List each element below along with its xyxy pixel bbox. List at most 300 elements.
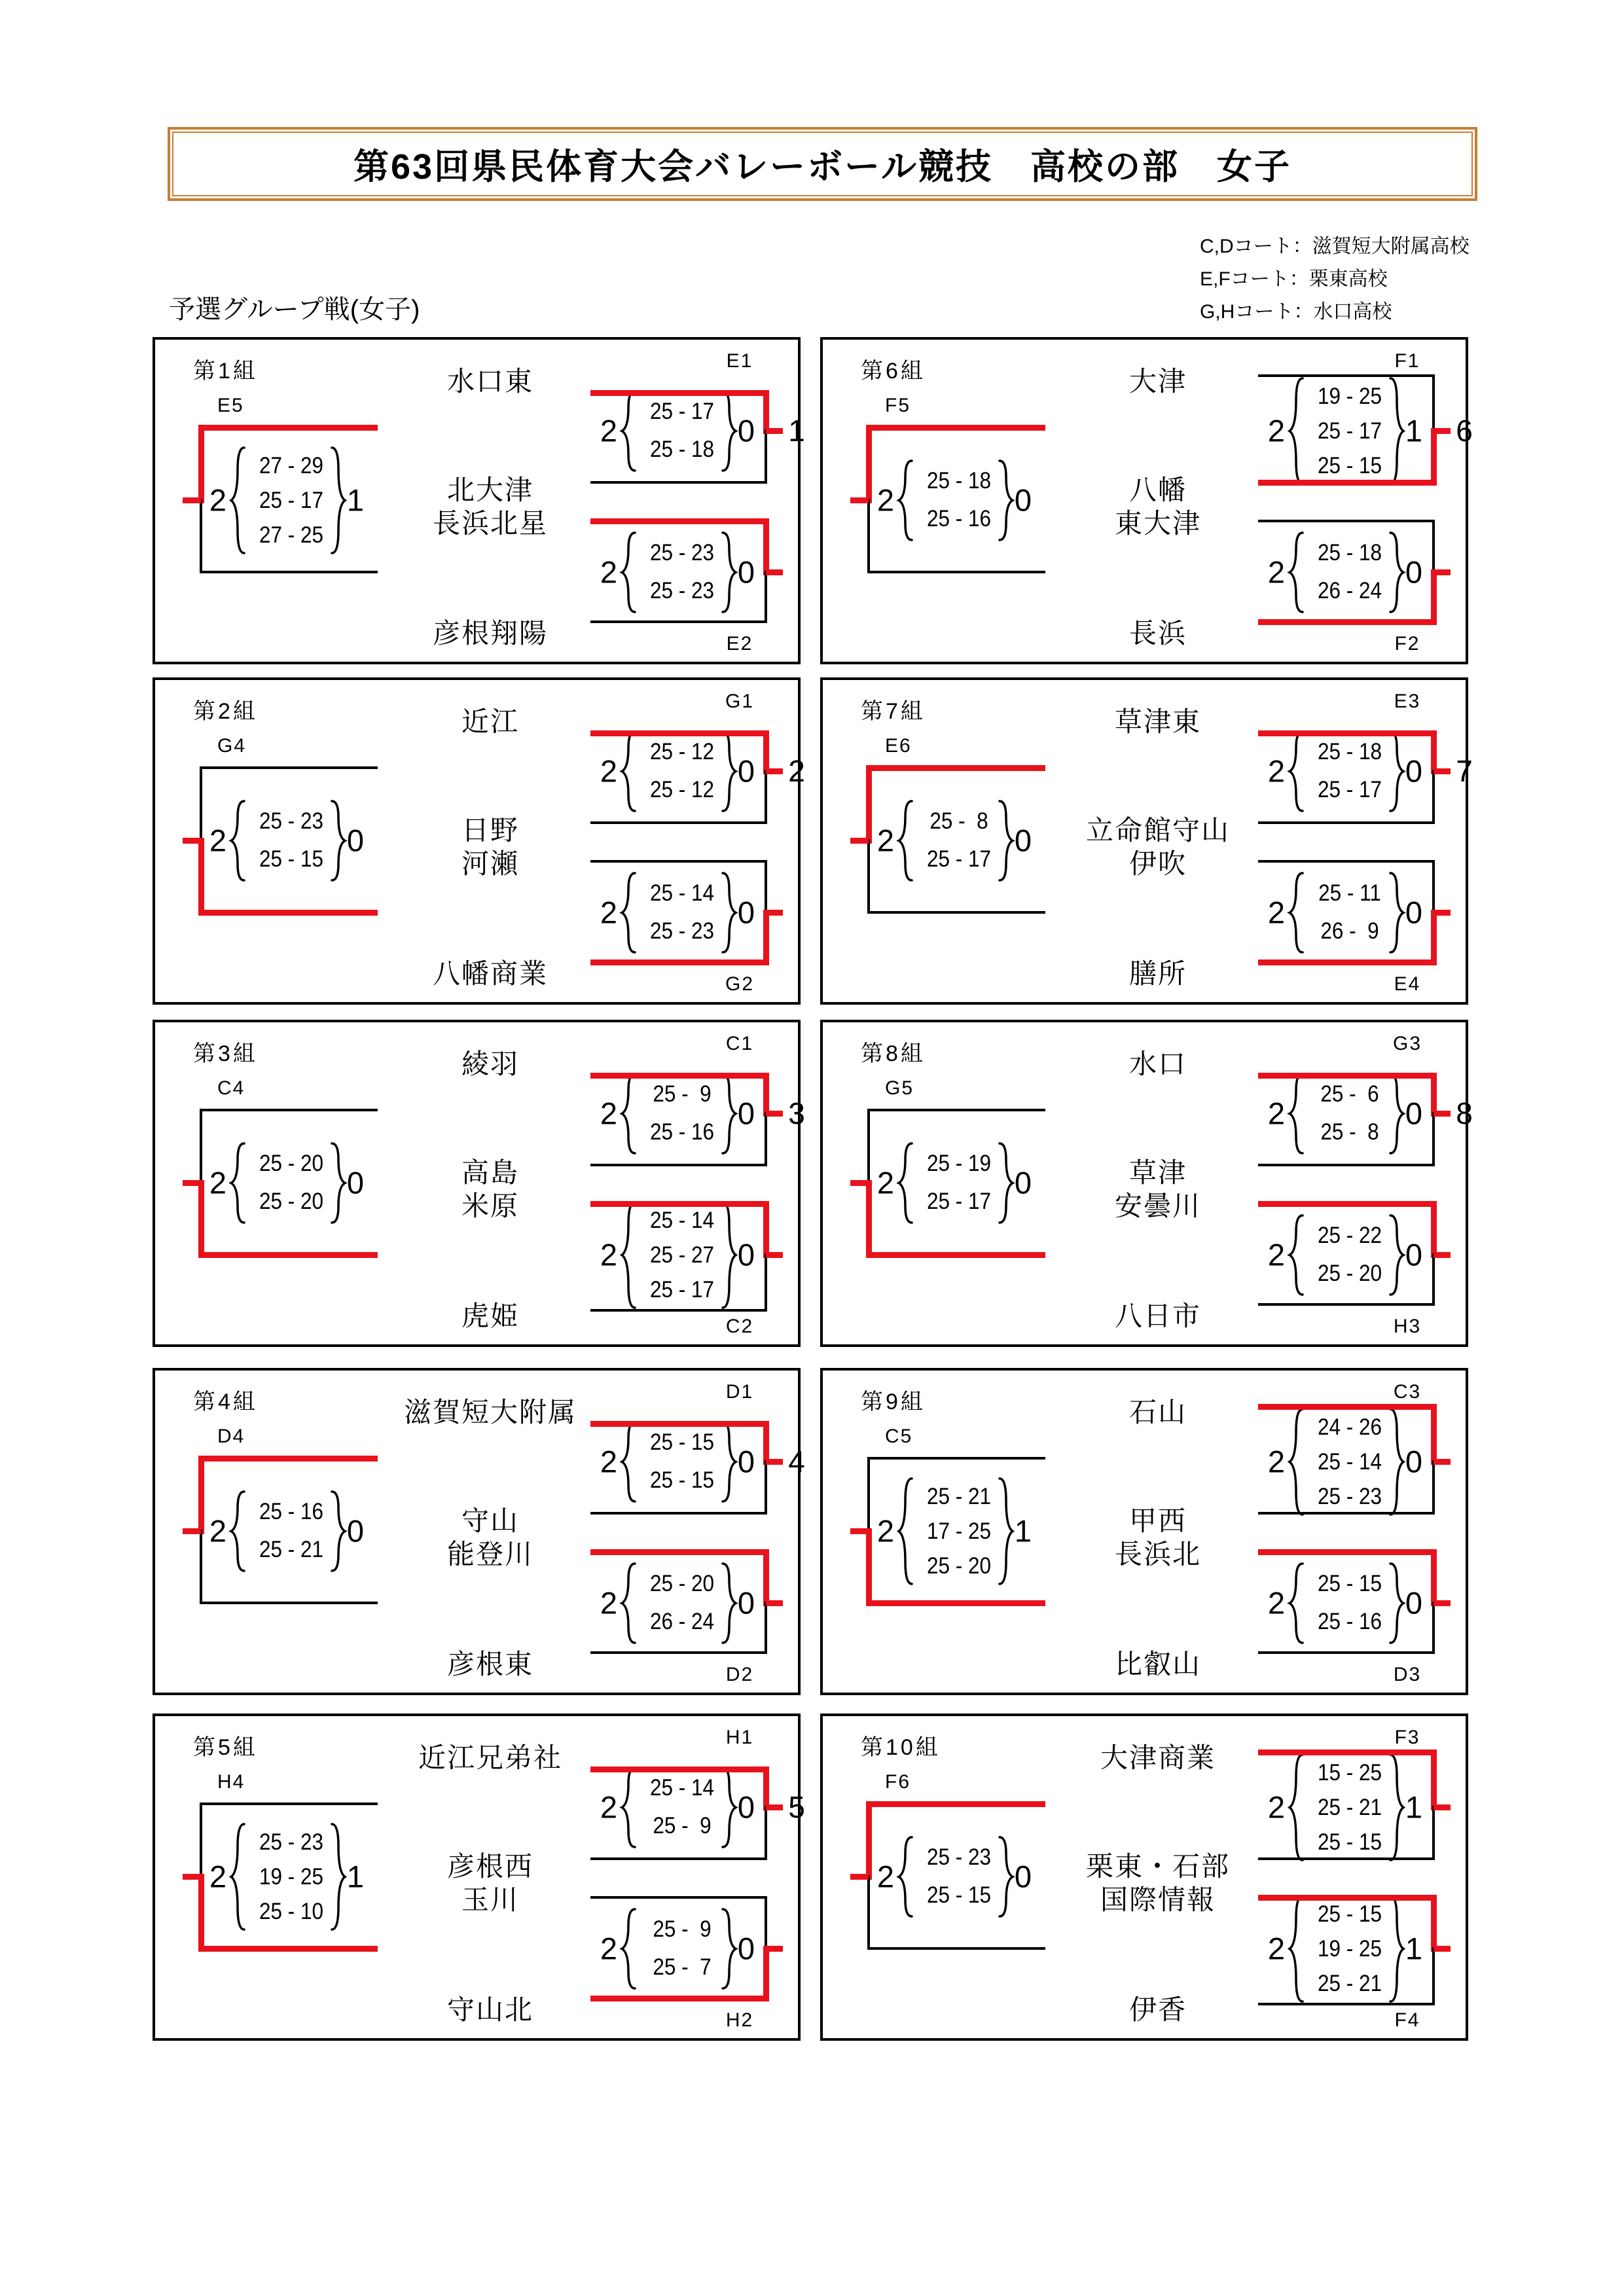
bracket-line <box>1258 1549 1434 1555</box>
bracket-line <box>869 1457 1045 1460</box>
group-box <box>153 677 805 1005</box>
loser-set-count: 1 <box>1405 413 1423 448</box>
set-score-list <box>1307 1405 1392 1519</box>
bracket-line <box>200 1530 202 1604</box>
set-score: 25 - 15 <box>649 1429 715 1455</box>
bracket-line <box>590 960 766 965</box>
bracket-line <box>763 910 769 965</box>
brace-left-icon <box>1287 727 1307 816</box>
loser-set-count: 0 <box>1014 1165 1032 1200</box>
set-score: 25 - 20 <box>1317 1261 1382 1286</box>
winner-set-count: 2 <box>600 1931 618 1966</box>
set-score: 25 - 23 <box>649 578 715 603</box>
bracket-line <box>1434 1946 1451 1952</box>
team-name: 河瀬 <box>461 848 520 879</box>
brace-left-icon <box>1287 1405 1307 1519</box>
bracket-line <box>590 821 766 824</box>
loser-set-count: 0 <box>1405 895 1423 930</box>
final-score <box>862 1139 1045 1227</box>
bracket-line <box>1432 860 1435 914</box>
team-name: 八日市 <box>1114 1300 1202 1331</box>
semifinal-1-score <box>585 1069 768 1158</box>
bracket-line <box>590 1309 766 1312</box>
set-score: 25 - 18 <box>1317 540 1382 565</box>
loser-set-count: 0 <box>1405 1237 1423 1272</box>
set-score: 25 - 14 <box>649 880 715 906</box>
bracket-line <box>765 1112 767 1166</box>
semifinal-1-score <box>585 1418 768 1506</box>
bracket-line <box>763 1767 769 1810</box>
set-score: 24 - 26 <box>1317 1414 1382 1440</box>
bracket-line <box>869 1801 1045 1807</box>
bracket-line <box>1258 860 1434 863</box>
set-score: 25 - 8 <box>1320 1119 1379 1145</box>
set-score-list <box>1307 727 1392 816</box>
set-score: 25 - 17 <box>259 487 324 513</box>
set-score: 25 - 6 <box>1320 1081 1379 1107</box>
bracket-line <box>183 497 201 503</box>
bracket-line <box>200 1803 202 1878</box>
team-name: 草津 <box>1128 1157 1187 1188</box>
team-name: 立命館守山 <box>1085 815 1231 846</box>
court-label-final: E6 <box>885 735 912 757</box>
bracket-line <box>198 1180 204 1258</box>
bracket-line <box>867 839 870 914</box>
set-score: 25 - 9 <box>653 1081 712 1107</box>
court-label-semifinal-1: E1 <box>726 350 753 372</box>
semifinal-2-score <box>585 1198 768 1312</box>
qualifier-number: 2 <box>788 754 805 788</box>
bracket-line <box>183 1528 201 1534</box>
bracket-line <box>1432 1806 1435 1860</box>
team-name: 近江 <box>461 706 520 737</box>
bracket-line <box>765 1806 767 1860</box>
set-score-list <box>640 387 725 475</box>
bracket-line <box>201 1456 378 1462</box>
bracket-line <box>590 860 766 863</box>
set-score: 25 - 15 <box>649 1467 715 1493</box>
set-score: 25 - 17 <box>926 1189 992 1214</box>
winner-set-count: 2 <box>1267 413 1286 448</box>
semifinal-2-score <box>585 528 768 617</box>
title-frame-inner <box>172 132 1473 196</box>
winner-set-count: 2 <box>1267 1931 1286 1966</box>
set-score: 26 - 9 <box>1320 918 1379 944</box>
bracket-line <box>1431 1895 1437 1952</box>
loser-set-count: 0 <box>737 1789 755 1825</box>
bracket-line <box>866 1801 872 1880</box>
court-label-semifinal-1: C3 <box>1393 1381 1422 1403</box>
court-label-semifinal-2: D3 <box>1393 1664 1422 1685</box>
set-score-list <box>640 869 725 957</box>
loser-set-count: 0 <box>1014 1859 1032 1894</box>
bracket-line <box>590 1767 766 1772</box>
bracket-line <box>1258 1651 1434 1654</box>
loser-set-count: 0 <box>737 895 755 930</box>
loser-set-count: 0 <box>737 1237 755 1272</box>
set-score: 26 - 24 <box>1317 578 1382 603</box>
set-score-list <box>640 1418 725 1506</box>
bracket-line <box>1431 1201 1437 1258</box>
winner-set-count: 2 <box>600 753 618 789</box>
set-score: 25 - 18 <box>926 468 992 493</box>
group-box <box>153 1713 805 2041</box>
winner-set-count: 2 <box>1267 1237 1286 1272</box>
bracket-line <box>1432 1947 1435 2005</box>
bracket-line <box>765 571 767 623</box>
bracket-line <box>1431 1404 1437 1465</box>
court-label-semifinal-2: F4 <box>1394 2009 1420 2031</box>
qualifier-number: 5 <box>788 1790 805 1824</box>
semifinal-1-score <box>1253 727 1436 816</box>
bracket-line <box>867 1109 870 1184</box>
winner-set-count: 2 <box>600 413 618 448</box>
set-score: 25 - 9 <box>653 1916 712 1942</box>
court-label-final: C5 <box>885 1426 913 1447</box>
team-name: 大津商業 <box>1100 1742 1216 1773</box>
final-score <box>862 1474 1045 1588</box>
bracket-line <box>200 1109 202 1184</box>
winner-set-count: 2 <box>1267 1444 1286 1479</box>
set-score-list <box>249 443 334 558</box>
brace-left-icon <box>619 387 639 475</box>
winner-set-count: 2 <box>1267 895 1286 930</box>
team-name: 玉川 <box>461 1884 520 1915</box>
loser-set-count: 0 <box>1014 823 1032 858</box>
set-score: 25 - 10 <box>259 1898 324 1924</box>
bracket-line <box>590 1421 766 1427</box>
brace-left-icon <box>896 456 916 545</box>
bracket-line <box>765 1253 767 1312</box>
winner-set-count: 2 <box>1267 554 1286 590</box>
brace-left-icon <box>1287 1069 1307 1158</box>
set-score-list <box>640 1763 725 1852</box>
bracket-line <box>1258 730 1434 736</box>
loser-set-count: 0 <box>1405 753 1423 789</box>
bracket-line <box>201 1946 378 1952</box>
bracket-line <box>1431 569 1437 625</box>
bracket-line <box>1258 480 1434 486</box>
winner-set-count: 2 <box>209 1513 227 1549</box>
bracket-line <box>200 499 202 573</box>
set-score: 25 - 16 <box>926 506 992 531</box>
bracket-line <box>1432 1253 1435 1306</box>
set-score: 25 - 17 <box>649 1276 715 1302</box>
set-score: 25 - 17 <box>1317 418 1382 444</box>
court-label-semifinal-1: F1 <box>1394 350 1420 372</box>
set-score: 25 - 15 <box>259 846 324 872</box>
bracket-line <box>869 1109 1045 1111</box>
group-label: 第6組 <box>861 359 926 384</box>
set-score: 25 - 17 <box>649 399 715 424</box>
winner-set-count: 2 <box>600 1444 618 1479</box>
qualifier-number: 3 <box>788 1096 805 1130</box>
set-score: 25 - 23 <box>649 918 715 944</box>
bracket-line <box>1258 1073 1434 1079</box>
bracket-line <box>763 730 769 774</box>
group-box <box>820 677 1473 1005</box>
court-label-semifinal-1: G1 <box>725 691 755 712</box>
bracket-line <box>866 765 872 844</box>
bracket-line <box>765 1460 767 1515</box>
set-score: 25 - 15 <box>1317 1901 1382 1927</box>
bracket-line <box>763 1946 769 2001</box>
brace-left-icon <box>619 1069 639 1158</box>
court-label-semifinal-1: E3 <box>1394 691 1421 712</box>
brace-left-icon <box>228 797 248 885</box>
winner-set-count: 2 <box>1267 1789 1286 1825</box>
bracket-line <box>1258 1404 1434 1410</box>
bracket-line <box>766 1459 783 1465</box>
set-score-list <box>1307 528 1392 617</box>
bracket-line <box>1258 1749 1434 1755</box>
loser-set-count: 0 <box>737 413 755 448</box>
bracket-line <box>1431 910 1437 965</box>
bracket-line <box>590 518 766 524</box>
bracket-line <box>1432 1112 1435 1166</box>
brace-left-icon <box>619 727 639 816</box>
bracket-line <box>198 425 204 503</box>
set-score: 25 - 17 <box>926 846 992 872</box>
bracket-line <box>201 1803 378 1805</box>
court-label-semifinal-1: C1 <box>725 1033 754 1054</box>
bracket-line <box>590 1549 766 1555</box>
loser-set-count: 0 <box>737 1931 755 1966</box>
bracket-line <box>1258 1201 1434 1207</box>
bracket-line <box>590 1996 766 2001</box>
court-label-final: F5 <box>885 395 911 416</box>
team-name: 滋賀短大附属 <box>403 1397 577 1427</box>
bracket-line <box>869 911 1045 914</box>
bracket-line <box>1432 1460 1435 1515</box>
bracket-line <box>201 571 378 573</box>
team-name: 守山 <box>461 1505 520 1536</box>
brace-left-icon <box>619 528 639 617</box>
set-score-list <box>916 1474 1001 1588</box>
team-name: 石山 <box>1128 1397 1187 1427</box>
bracket-line <box>765 429 767 484</box>
set-score-list <box>1307 374 1392 488</box>
semifinal-1-score <box>585 387 768 475</box>
bracket-line <box>850 838 869 844</box>
loser-set-count: 0 <box>346 823 365 858</box>
bracket-line <box>866 1528 872 1606</box>
set-score-list <box>640 1198 725 1312</box>
set-score: 25 - 15 <box>926 1882 992 1908</box>
group-box <box>820 1020 1473 1347</box>
set-score: 27 - 29 <box>259 452 324 478</box>
bracket-line <box>590 1651 766 1654</box>
final-score <box>194 1139 378 1227</box>
bracket-line <box>201 1109 378 1111</box>
group-label: 第4組 <box>193 1390 258 1414</box>
set-score: 19 - 25 <box>1317 383 1382 409</box>
semifinal-1-score <box>1253 1069 1436 1158</box>
team-name: 伊吹 <box>1128 848 1187 879</box>
set-score: 19 - 25 <box>259 1863 324 1890</box>
team-name: 東大津 <box>1114 508 1202 539</box>
court-label-final: G5 <box>885 1077 914 1099</box>
semifinal-2-score <box>1253 869 1436 957</box>
team-name: 日野 <box>461 815 520 846</box>
team-name: 国際情報 <box>1100 1884 1216 1915</box>
final-score <box>194 443 378 558</box>
bracket-line <box>1258 1164 1434 1166</box>
bracket-line <box>850 1528 869 1534</box>
winner-set-count: 2 <box>209 482 227 518</box>
court-label-semifinal-1: H1 <box>725 1727 754 1748</box>
semifinal-1-score <box>585 1763 768 1852</box>
bracket-line <box>766 1252 783 1258</box>
bracket-line <box>850 1180 869 1186</box>
set-score: 25 - 20 <box>926 1552 992 1579</box>
set-score: 25 - 15 <box>1317 1571 1382 1596</box>
set-score-list <box>640 1905 725 1993</box>
team-name: 彦根東 <box>446 1649 534 1679</box>
team-name: 虎姫 <box>461 1300 520 1331</box>
court-label-final: E5 <box>217 395 244 416</box>
winner-set-count: 2 <box>1267 753 1286 789</box>
bracket-line <box>1258 520 1434 522</box>
set-score: 25 - 23 <box>1317 1483 1382 1509</box>
bracket-line <box>590 1073 766 1079</box>
bracket-line <box>590 1857 766 1860</box>
team-name: 綾羽 <box>461 1049 520 1079</box>
bracket-line <box>765 770 767 824</box>
loser-set-count: 0 <box>737 1444 755 1479</box>
set-score: 26 - 24 <box>649 1609 715 1634</box>
bracket-line <box>869 1600 1045 1606</box>
set-score-list <box>640 528 725 617</box>
team-name: 安曇川 <box>1114 1191 1202 1221</box>
final-score <box>194 1487 378 1575</box>
bracket-line <box>765 1602 767 1654</box>
court-legend <box>1200 230 1470 329</box>
bracket-line <box>869 765 1045 771</box>
set-score: 25 - 23 <box>259 808 324 834</box>
bracket-line <box>1434 1459 1451 1465</box>
set-score-list <box>640 727 725 816</box>
group-label: 第8組 <box>861 1041 926 1066</box>
winner-set-count: 2 <box>1267 1585 1286 1621</box>
bracket-line <box>763 1421 769 1465</box>
winner-set-count: 2 <box>876 1859 895 1894</box>
brace-left-icon <box>228 443 248 558</box>
set-score-list <box>249 1139 334 1227</box>
bracket-line <box>763 1073 769 1117</box>
final-score <box>862 456 1045 545</box>
team-name: 水口東 <box>446 366 534 397</box>
bracket-line <box>1434 910 1451 916</box>
bracket-line <box>1434 569 1451 575</box>
court-label-final: C4 <box>217 1077 245 1099</box>
team-name: 八幡 <box>1128 475 1187 505</box>
winner-set-count: 2 <box>876 823 895 858</box>
team-name: 草津東 <box>1114 706 1202 737</box>
set-score: 19 - 25 <box>1317 1935 1382 1962</box>
bracket-line <box>1434 1111 1451 1117</box>
final-score <box>194 1820 378 1934</box>
bracket-line <box>766 1111 783 1117</box>
set-score: 25 - 20 <box>649 1571 715 1596</box>
set-score: 25 - 21 <box>1317 1970 1382 1996</box>
title-frame <box>168 127 1477 201</box>
team-name: 膳所 <box>1128 958 1187 989</box>
court-label-final: D4 <box>217 1426 245 1447</box>
bracket-line <box>1258 374 1434 377</box>
bracket-line <box>867 1875 870 1950</box>
set-score-list <box>640 1559 725 1647</box>
loser-set-count: 0 <box>1014 482 1032 518</box>
bracket-line <box>1434 1600 1451 1606</box>
set-score-list <box>1307 1892 1392 2006</box>
semifinal-1-score <box>585 727 768 816</box>
bracket-line <box>1431 1549 1437 1606</box>
bracket-line <box>869 425 1045 431</box>
set-score: 25 - 22 <box>1317 1223 1382 1248</box>
qualifier-number: 6 <box>1456 414 1473 448</box>
court-label-semifinal-1: G3 <box>1392 1033 1422 1054</box>
bracket-line <box>198 1874 204 1952</box>
loser-set-count: 0 <box>1405 1096 1423 1131</box>
bracket-line <box>1258 960 1434 965</box>
set-score-list <box>1307 1750 1392 1865</box>
semifinal-2-score <box>585 1559 768 1647</box>
team-name: 甲西 <box>1128 1505 1187 1536</box>
set-score: 25 - 23 <box>926 1844 992 1870</box>
set-score: 25 - 18 <box>1317 739 1382 764</box>
group-label: 第3組 <box>193 1041 258 1066</box>
bracket-line <box>590 1512 766 1515</box>
court-label-semifinal-2: H2 <box>725 2009 754 2031</box>
bracket-line <box>763 1201 769 1258</box>
set-score-list <box>916 797 1001 885</box>
group-box <box>153 1368 805 1695</box>
bracket-line <box>200 766 202 842</box>
bracket-line <box>1258 821 1434 824</box>
set-score: 25 - 21 <box>1317 1794 1382 1820</box>
team-name: 近江兄弟社 <box>418 1742 563 1773</box>
set-score: 25 - 23 <box>649 540 715 565</box>
brace-left-icon <box>228 1487 248 1575</box>
qualifier-number: 8 <box>1456 1096 1473 1130</box>
court-label-semifinal-2: D2 <box>725 1664 754 1685</box>
winner-set-count: 2 <box>876 482 895 518</box>
set-score: 25 - 15 <box>1317 452 1382 478</box>
bracket-line <box>1258 1857 1434 1860</box>
set-score: 25 - 12 <box>649 739 715 764</box>
group-label: 第1組 <box>193 359 258 384</box>
loser-set-count: 1 <box>1405 1789 1423 1825</box>
court-label-semifinal-2: H3 <box>1393 1316 1422 1337</box>
final-score <box>194 797 378 885</box>
brace-left-icon <box>1287 1559 1307 1647</box>
group-label: 第7組 <box>861 699 926 724</box>
team-name: 伊香 <box>1128 1994 1187 2025</box>
semifinal-1-score <box>1253 1405 1436 1519</box>
brace-left-icon <box>1287 869 1307 957</box>
group-box <box>153 1020 805 1347</box>
bracket-line <box>1258 1512 1434 1515</box>
set-score: 25 - 7 <box>653 1954 712 1980</box>
bracket-line <box>183 1180 201 1186</box>
bracket-line <box>763 390 769 434</box>
qualifier-number: 1 <box>788 414 805 448</box>
bracket-line <box>867 499 870 573</box>
loser-set-count: 1 <box>346 1859 365 1894</box>
brace-left-icon <box>896 1833 916 1921</box>
bracket-line <box>590 730 766 736</box>
